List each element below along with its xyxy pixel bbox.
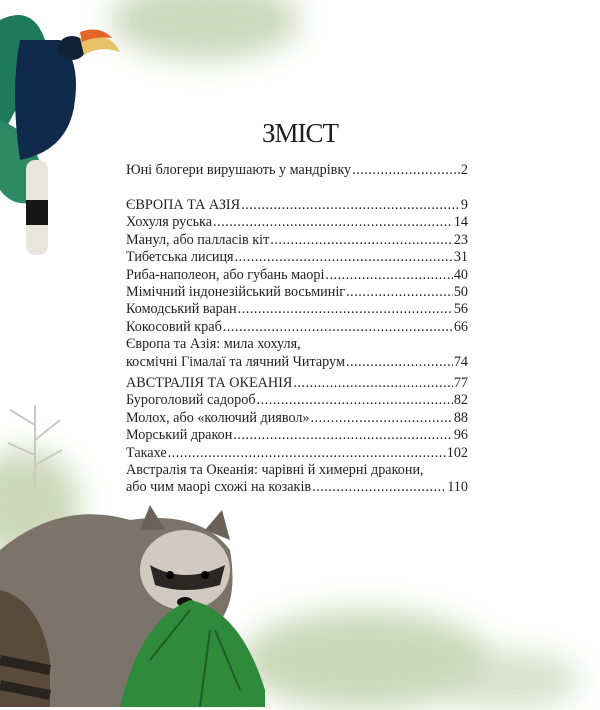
toc-entry[interactable]: Манул, або палласів кіт ..... 23 xyxy=(126,232,468,249)
toc-entry[interactable]: Хохуля руська ..... 14 xyxy=(126,214,468,231)
toc-entry[interactable]: Молох, або «колючий диявол» ..... 88 xyxy=(126,410,468,427)
page-title: ЗМІСТ xyxy=(261,118,339,148)
toc-section-heading[interactable]: ЄВРОПА ТА АЗІЯ ..... 9 xyxy=(126,197,468,214)
toc-entry[interactable]: Буроголовий садороб ..... 82 xyxy=(126,392,468,409)
toc-section-europe-asia xyxy=(126,197,468,371)
table-of-contents xyxy=(126,162,468,179)
toc-entry[interactable]: Кокосовий краб ..... 66 xyxy=(126,319,468,336)
toc-entry[interactable]: Мімічний індонезійський восьминіг ..... 50 xyxy=(126,284,468,301)
toc-entry[interactable]: Тибетська лисиця ..... 31 xyxy=(126,249,468,266)
toc-entry[interactable]: Комодський варан ..... 56 xyxy=(126,301,468,318)
toc-entry[interactable]: Такахе ..... 102 xyxy=(126,445,468,462)
watercolor-bottom-right xyxy=(440,650,580,710)
toc-entry-intro[interactable]: Юні блогери вирушають у мандрівку ..... 2 xyxy=(126,162,468,179)
watercolor-top xyxy=(110,0,300,60)
toc-entry[interactable]: Риба-наполеон, або губань маорі ..... 40 xyxy=(126,267,468,284)
toc-section-australia-oceania xyxy=(126,375,468,497)
toc-entry-summary[interactable]: Європа та Азія: мила хохуля, космічні Гімалаї та лячний Читарум ..... 74 xyxy=(126,336,468,371)
toc-entry-summary[interactable]: Австралія та Океанія: чарівні й химерні дракони, або чим маорі схожі на козаків ..... 110 xyxy=(126,462,468,497)
raccoon-illustration xyxy=(0,490,270,707)
leaf-sketch xyxy=(0,395,70,485)
toc-entry[interactable]: Морський дракон ..... 96 xyxy=(126,427,468,444)
toc-section-heading[interactable]: АВСТРАЛІЯ ТА ОКЕАНІЯ ..... 77 xyxy=(126,375,468,392)
